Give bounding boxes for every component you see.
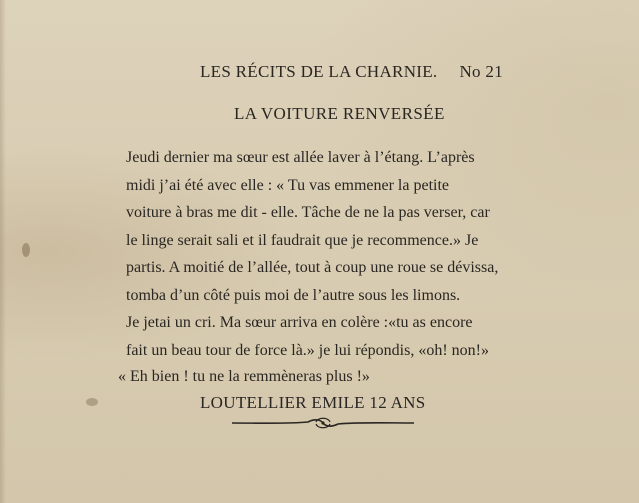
story-line: tomba d’un côté puis moi de l’autre sous les limons. — [126, 286, 461, 304]
story-line: midi j’ai été avec elle : « Tu vas emmener la petite — [126, 176, 450, 194]
closing-line: « Eh bien ! tu ne la remmèneras plus !» — [118, 368, 370, 385]
page-fold-shadow — [0, 0, 6, 503]
story-line: Je jetai un cri. Ma sœur arriva en colère :«tu as encore — [126, 314, 473, 331]
story-line: partis. A moitié de l’allée, tout à coup une roue se dévissa, — [126, 259, 499, 276]
issue-number: No 21 — [459, 62, 504, 81]
author-signature: LOUTELLIER EMILE 12 ANS — [200, 393, 426, 412]
story-line: voiture à bras me dit - elle. Tâche de ne la pas verser, car — [126, 204, 490, 221]
story-line: le linge serait sali et il faudrait que je recommence.» Je — [126, 231, 479, 249]
story-line: fait un beau tour de force là.» je lui répondis, «oh! non!» — [126, 341, 489, 359]
ornament-divider — [228, 415, 418, 431]
ink-smudge — [86, 398, 98, 406]
series-title: LES RÉCITS DE LA CHARNIE. — [200, 62, 438, 81]
story-line: Jeudi dernier ma sœur est allée laver à l’étang. L’après — [126, 149, 475, 166]
story-body — [126, 144, 596, 364]
ink-smudge — [22, 243, 30, 257]
story-title: LA VOITURE RENVERSÉE — [234, 104, 445, 123]
series-header — [200, 62, 540, 82]
